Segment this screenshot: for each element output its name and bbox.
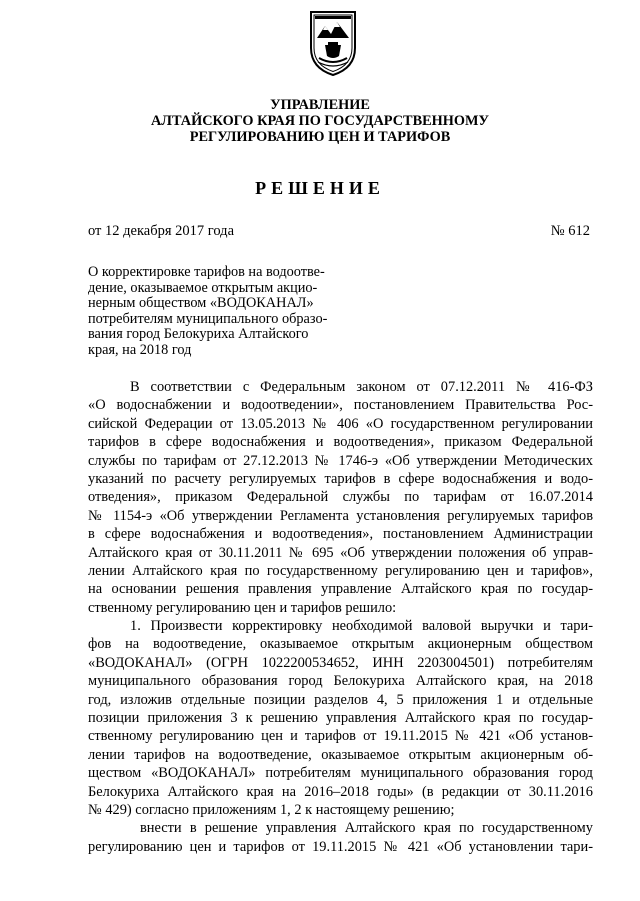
body-line: № 1154-э «Об утверждении Регламента установления регулируемых тарифов [88,507,593,524]
subject-line: дение, оказываемое открытым акцио- [88,279,318,296]
document-date: от 12 декабря 2017 года [88,223,234,239]
authority-name [0,97,640,145]
body-line: Алтайского края от 30.11.2011 № 695 «Об утверждении положения об управ- [88,544,593,561]
subject-line: края, на 2018 год [88,341,192,358]
authority-line: УПРАВЛЕНИЕ [270,97,370,113]
body-line: на основании решения правления управление Алтайского края по государ- [88,581,593,598]
document-number: № 612 [550,223,590,239]
document-body [88,378,593,856]
body-line: лении тарифов на водоотведение, оказываемое открытым акционерным об- [88,746,593,763]
body-line: Белокуриха Алтайского края на 2016–2018 годы» (в редакции от 30.11.2016 [88,783,593,800]
body-line: № 429) согласно приложениям 1, 2 к настоящему решению; [88,801,455,818]
body-line: тарифов в сфере водоснабжения и водоотведения», приказом Федеральной [88,434,593,451]
body-line: лении Алтайского края по государственному регулированию цен и тарифов», [88,562,593,579]
subject-line: потребителям муниципального образо- [88,310,328,327]
body-line: позиции приложения 3 к решению управления Алтайского края по государ- [88,710,593,727]
body-line: внести в решение управления Алтайского края по государственному [140,820,593,837]
subject-line: О корректировке тарифов на водоотве- [88,264,325,280]
body-line: год, изложив отдельные позиции разделов 4, 5 приложения 1 и отдельные [88,691,593,708]
body-line: ственному регулированию цен и тарифов от 19.11.2015 № 421 «Об установ- [88,728,593,745]
body-line: отведения», приказом Федеральной службы по тарифам от 16.07.2014 [88,489,593,506]
body-line: В соответствии с Федеральным законом от 07.12.2011 № 416-ФЗ [130,379,593,395]
document-type-title: РЕШЕНИЕ [255,178,385,198]
subject-line: вания город Белокуриха Алтайского [88,326,309,343]
body-line: сийской Федерации от 13.05.2013 № 406 «О государственном регулировании [88,415,593,432]
document-subject [88,265,350,359]
body-line: фов на водоотведение, оказываемое открытым акционерным обществом [88,636,593,653]
body-line: службы по тарифам от 27.12.2013 № 1746-э «Об утверждении Методических [88,452,593,469]
body-line: «ВОДОКАНАЛ» (ОГРН 1022200534652, ИНН 2203004501) потребителям [88,654,593,671]
body-line: указаний по расчету регулируемых тарифов в сфере водоснабжения и водо- [88,470,593,487]
body-line: ществом «ВОДОКАНАЛ» потребителям муниципального образования город [88,765,593,782]
body-line: «О водоснабжении и водоотведении», постановлением Правительства Рос- [88,397,593,414]
subject-line: нерным обществом «ВОДОКАНАЛ» [88,295,314,312]
altai-krai-coat-of-arms-icon [303,8,363,78]
body-line: ственному регулированию цен и тарифов решило: [88,599,397,616]
body-line: в сфере водоснабжения и водоотведения», постановлением Администрации [88,526,593,543]
body-line: муниципального образования город Белокуриха Алтайского края, на 2018 [88,673,593,690]
authority-line: АЛТАЙСКОГО КРАЯ ПО ГОСУДАРСТВЕННОМУ [150,113,489,129]
body-line: 1. Произвести корректировку необходимой валовой выручки и тари- [130,618,593,635]
body-line: регулированию цен и тарифов от 19.11.2015 № 421 «Об установлении тари- [88,838,593,855]
authority-line: РЕГУЛИРОВАНИЮ ЦЕН И ТАРИФОВ [189,129,451,145]
